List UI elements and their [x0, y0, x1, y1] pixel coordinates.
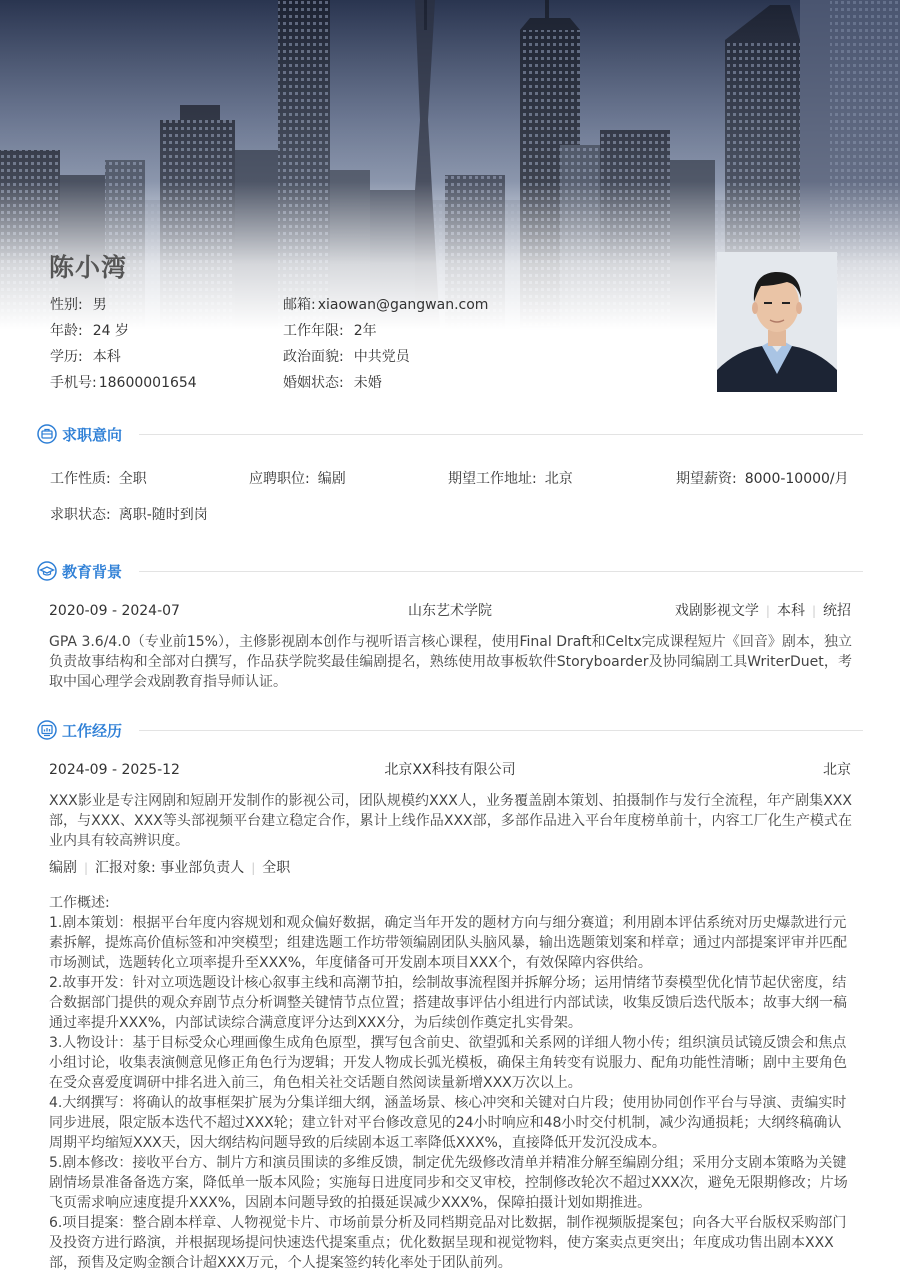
- personal-info-left: [50, 296, 197, 400]
- political-status-label: 政治面貌:: [283, 349, 344, 365]
- job-type: [50, 469, 147, 489]
- job-status-value: 离职-随时到岗: [118, 507, 208, 523]
- job-type-label: 工作性质:: [50, 471, 111, 487]
- email-row: [283, 296, 488, 322]
- personal-info: [50, 296, 650, 406]
- work-overview: [49, 893, 852, 1273]
- age-value: 24 岁: [92, 323, 129, 339]
- education-major: 戏剧影视文学: [674, 603, 759, 619]
- gender-label: 性别:: [50, 297, 83, 313]
- work-chart-icon: [37, 720, 57, 740]
- job-status-label: 求职状态:: [50, 507, 111, 523]
- separator: |: [84, 861, 89, 875]
- job-position: [249, 469, 346, 489]
- work-overview-label: 工作概述:: [49, 895, 110, 911]
- graduation-cap-icon: [37, 561, 57, 581]
- job-position-value: 编剧: [317, 471, 346, 487]
- marital-status-row: [283, 374, 488, 400]
- work-report: 汇报对象: 事业部负责人: [95, 860, 245, 876]
- marital-status-label: 婚姻状态:: [283, 375, 344, 391]
- age-row: [50, 322, 197, 348]
- work-years-value: 2年: [353, 323, 377, 339]
- work-item: 1.剧本策划：根据平台年度内容规划和观众偏好数据，确定当年开发的题材方向与细分赛道；利用剧本评估系统对历史爆款进行元素拆解，提炼高价值标签和冲突模型；组建选题工作坊带领编剧团队头脑风暴，输出选题策划案和样章；通过内部提案评审并匹配市场测试，选题转化立项率提升至XXX%，年度储备可开发剧本项目XXX个，有效保障内容供给。: [49, 915, 847, 971]
- education-description: GPA 3.6/4.0（专业前15%），主修影视剧本创作与视听语言核心课程，使用Final Draft和Celtx完成课程短片《回音》剧本，独立负责故事结构和全部对白撰写，作品获学院奖最佳编剧提名，熟练使用故事板软件Storyboarder及协同编剧工具WriterDuet，考取中国心理学会戏剧教育指导师认证。: [49, 634, 852, 690]
- phone-value: 18600001654: [98, 375, 197, 391]
- job-location-value: 北京: [544, 471, 573, 487]
- company-description: XXX影业是专注网剧和短剧开发制作的影视公司，团队规模约XXX人，业务覆盖剧本策划、拍摄制作与发行全流程，年产剧集XXX部，与XXX、XXX等头部视频平台建立稳定合作，累计上线作品XXX部，多部作品进入平台年度榜单前十，内容工厂化生产模式在业内具有较高辨识度。: [49, 793, 852, 849]
- work-tags: [49, 858, 290, 878]
- job-salary-label: 期望薪资:: [676, 471, 737, 487]
- section-title-job-intent: 求职意向: [62, 426, 123, 444]
- profile-photo: [717, 252, 837, 392]
- work-company: 北京XX科技有限公司: [384, 762, 516, 778]
- section-divider: [139, 730, 863, 731]
- section-divider: [139, 434, 863, 435]
- avatar-portrait: [717, 252, 837, 392]
- marital-status-value: 未婚: [353, 375, 382, 391]
- work-item: 2.故事开发：针对立项选题设计核心叙事主线和高潮节拍，绘制故事流程图并拆解分场；运用情绪节奏模型优化情节起伏密度，结合数据部门提供的观众弃剧节点分析调整关键情节点位置；搭建故事评估小组进行内部试读，收集反馈后迭代版本；故事大纲一稿通过率提升XXX%，内部试读综合满意度评分达到XXX分，为后续创作奠定扎实骨架。: [49, 975, 847, 1031]
- education-degree: 本科: [776, 603, 805, 619]
- work-years-label: 工作年限:: [283, 323, 344, 339]
- job-location: [448, 469, 573, 489]
- education-period: 2020-09 - 2024-07: [49, 603, 180, 619]
- job-salary-value: 8000-10000/月: [744, 471, 849, 487]
- education-school: 山东艺术学院: [408, 603, 492, 619]
- job-type-value: 全职: [118, 471, 147, 487]
- work-item: 4.大纲撰写：将确认的故事框架扩展为分集详细大纲，涵盖场景、核心冲突和关键对白片段；使用协同创作平台与导演、责编实时同步进展，限定版本迭代不超过XXX轮；建立针对平台修改意见的24小时响应和48小时交付机制，减少沟通损耗；大纲终稿确认周期平均缩短XXX天，因大纲结构问题导致的后续剧本返工率降低XXX%，直接降低开发沉没成本。: [49, 1095, 847, 1151]
- job-status: [50, 505, 208, 525]
- personal-info-right: [283, 296, 488, 400]
- briefcase-icon: [37, 424, 57, 444]
- phone-label: 手机号:: [50, 375, 97, 391]
- candidate-name: 陈小湾: [49, 253, 128, 282]
- work-city: 北京: [823, 762, 851, 778]
- education-level-label: 学历:: [50, 349, 83, 365]
- section-title-education: 教育背景: [62, 563, 123, 581]
- age-label: 年龄:: [50, 323, 83, 339]
- political-status-value: 中共党员: [353, 349, 410, 365]
- gender-value: 男: [92, 297, 107, 313]
- work-item: 6.项目提案：整合剧本样章、人物视觉卡片、市场前景分析及同档期竞品对比数据，制作视频版提案包；向各大平台版权采购部门及投资方进行路演，并根据现场提问快速迭代提案重点；优化数据呈现和视觉物料，使方案卖点更突出；年度成功售出剧本XXX部，预售及定购金额合计超XXX万元，个人提案签约转化率处于团队前列。: [49, 1215, 847, 1271]
- education-mode: 统招: [823, 603, 851, 619]
- gender-row: [50, 296, 197, 322]
- education-level-row: [50, 348, 197, 374]
- work-row: [49, 759, 851, 781]
- work-item: 5.剧本修改：接收平台方、制片方和演员围读的多维反馈，制定优先级修改清单并精准分解至编剧分组；采用分支剧本策略为关键剧情场景准备备选方案，降低单一版本风险；实施每日进度同步和交叉审校，控制修改轮次不超过XXX次，避免无限期修改；片场飞页需求响应速度提升XXX%，因剧本问题导致的拍摄延误减少XXX%，保障拍摄计划如期推进。: [49, 1155, 848, 1211]
- phone-row: [50, 374, 197, 400]
- work-employment: 全职: [262, 860, 291, 876]
- job-location-label: 期望工作地址:: [448, 471, 537, 487]
- section-header-education: [37, 560, 863, 584]
- email-value[interactable]: xiaowan@gangwan.com: [317, 297, 489, 313]
- education-details: [675, 600, 851, 622]
- education-row: [49, 600, 851, 622]
- section-title-work: 工作经历: [62, 722, 123, 740]
- work-years-row: [283, 322, 488, 348]
- political-status-row: [283, 348, 488, 374]
- work-period: 2024-09 - 2025-12: [49, 762, 180, 778]
- work-item: 3.人物设计：基于目标受众心理画像生成角色原型，撰写包含前史、欲望弧和关系网的详细人物小传；组织演员试镜反馈会和焦点小组讨论，收集表演侧意见修正角色行为逻辑；开发人物成长弧光模板，确保主角转变有说服力、配角功能性清晰；剧中主要角色在受众喜爱度调研中排名进入前三，角色相关社交话题自然阅读量新增XXX万次以上。: [49, 1035, 847, 1091]
- email-label: 邮箱:: [283, 297, 316, 313]
- separator: |: [811, 604, 816, 618]
- job-position-label: 应聘职位:: [249, 471, 310, 487]
- work-role: 编剧: [49, 860, 77, 876]
- section-header-work: [37, 719, 863, 743]
- section-header-job-intent: [37, 423, 863, 447]
- section-divider: [139, 571, 863, 572]
- separator: |: [251, 861, 256, 875]
- job-salary: [676, 469, 849, 489]
- education-level-value: 本科: [92, 349, 121, 365]
- separator: |: [765, 604, 770, 618]
